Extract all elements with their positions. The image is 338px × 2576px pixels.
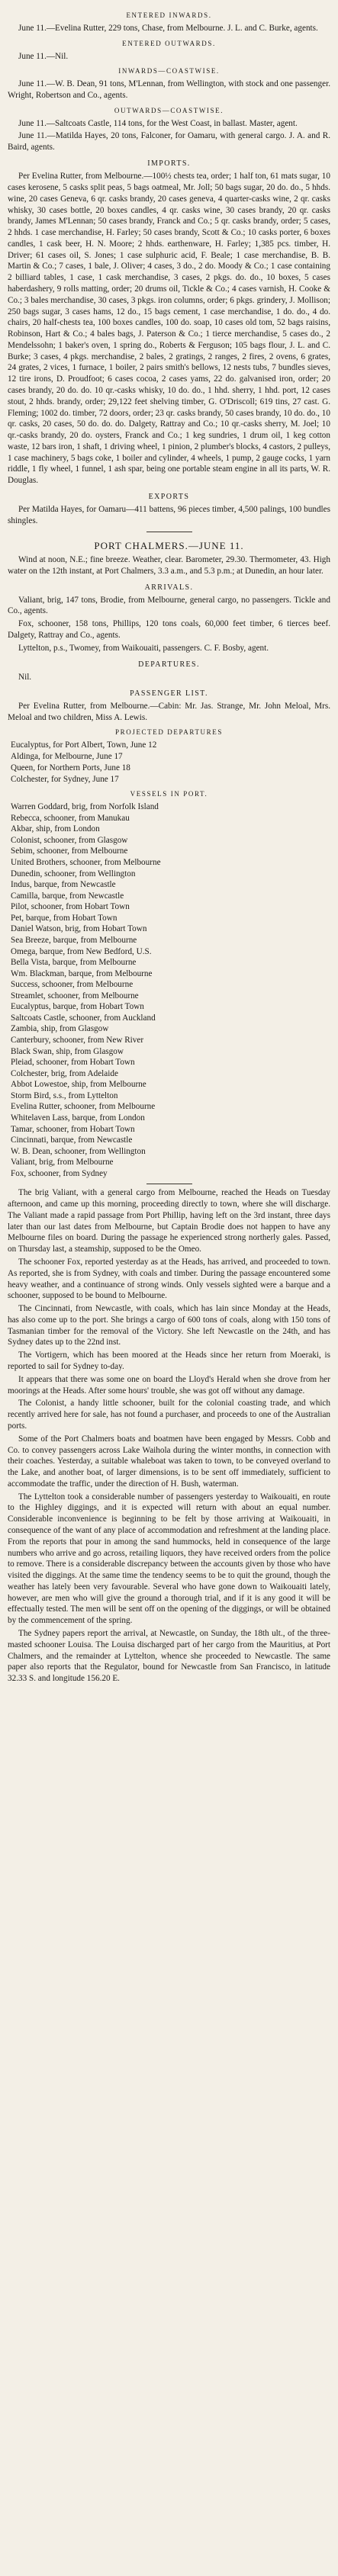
projected-departure-item: Eucalyptus, for Port Albert, Town, June 12: [11, 740, 157, 750]
entered-inwards-heading: ENTERED INWARDS.: [126, 11, 212, 19]
entered-outwards-entry: June 11.—Nil.: [18, 51, 69, 61]
vessels-in-port-section: [8, 790, 330, 1179]
vessel-item: Valiant, brig, from Melbourne: [11, 1158, 114, 1168]
vessel-item: Tamar, schooner, from Hobart Town: [11, 1124, 135, 1134]
outwards-coastwise-entry: June 11.—Matilda Hayes, 20 tons, Falconer, for Oamaru, with general cargo. J. A. and R. Baird, agents.: [8, 131, 330, 153]
projected-departures-heading: PROJECTED DEPARTURES: [115, 728, 223, 737]
vessel-item: Whitelaven Lass, barque, from London: [11, 1113, 145, 1123]
vessel-item: Sebim, schooner, from Melbourne: [11, 846, 128, 856]
vessel-item: Indus, barque, from Newcastle: [11, 880, 116, 890]
exports-paragraph: Per Matilda Hayes, for Oamaru—411 battens, 96 pieces timber, 4,500 palings, 100 bundles shingles.: [8, 505, 330, 525]
passenger-list-text: Per Evelina Rutter, from Melbourne.—Cabin: Mr. Jas. Strange, Mr. John Meloal, Mrs. Meloal and two children, Miss A. Lewis.: [8, 701, 330, 722]
port-chalmers-section: [8, 539, 330, 683]
arrivals-heading: ARRIVALS.: [144, 583, 194, 592]
arrival-entry: Fox, schooner, 158 tons, Phillips, 120 tons coals, 60,000 feet timber, 6 tierces beef. Dalgety, Rattray and Co., agents.: [8, 619, 330, 641]
news-paragraph: The Sydney papers report the arrival, at Newcastle, on Sunday, the 18th ult., of the three-masted schooner Louisa. The Louisa discharged part of her cargo from the Mauritius, at Port Chalmers, and the remainder at Lyttelton, whence she proceeded to Newcastle. The same paper also reports that the Regulator, bound for Newcastle from San Francisco, in latitude 32.33 S. and longitude 156.20 E.: [8, 1629, 330, 1684]
vessel-item: Streamlet, schooner, from Melbourne: [11, 991, 139, 1001]
vessel-item: Saltcoats Castle, schooner, from Auckland: [11, 1013, 156, 1023]
outwards-coastwise-section: [8, 107, 330, 153]
exports-heading: EXPORTS: [148, 493, 190, 502]
vessel-item: Warren Goddard, brig, from Norfolk Island: [11, 802, 159, 812]
news-paragraph: The brig Valiant, with a general cargo from Melbourne, reached the Heads on Tuesday afternoon, and came up this morning, proceeding directly to town, where she will discharge. The Valiant made a rapid passage from Port Phillip, having left on the 3rd instant, three days later than our last dates from Melbourne, but Captain Brodie does not happen to have any Melbourne files on board. During the passage he experienced strong northerly gales. Passed, on Thursday last, a steamship, supposed to be the Omeo.: [8, 1188, 330, 1254]
inwards-coastwise-entry: June 11.—W. B. Dean, 91 tons, M'Lennan, from Wellington, with stock and one passenger. Wright, Robertson and Co., agents.: [8, 79, 330, 100]
entered-outwards-heading: ENTERED OUTWARDS.: [122, 39, 216, 47]
vessel-item: Black Swan, ship, from Glasgow: [11, 1046, 124, 1056]
passenger-list-section: [8, 689, 330, 724]
vessel-item: Pet, barque, from Hobart Town: [11, 913, 117, 923]
vessel-item: Success, schooner, from Melbourne: [11, 980, 134, 990]
vessel-item: Camilla, barque, from Newcastle: [11, 891, 124, 901]
projected-departure-item: Queen, for Northern Ports, June 18: [11, 763, 130, 772]
projected-departure-item: Colchester, for Sydney, June 17: [11, 774, 119, 784]
outwards-coastwise-entry: June 11.—Saltcoats Castle, 114 tons, for the West Coast, in ballast. Master, agent.: [18, 118, 298, 128]
imports-heading: IMPORTS.: [147, 159, 191, 168]
vessel-item: Omega, barque, from New Bedford, U.S.: [11, 946, 152, 956]
news-paragraph: The schooner Fox, reported yesterday as at the Heads, has arrived, and proceeded to town. As reported, she is from Sydney, with coals and timber. During the passage encountered some heavy weather, and a continuance of strong winds. Only vessels sighted were a barque and a schooner, supposed to be bound to Melbourne.: [8, 1257, 330, 1301]
weather-report: Wind at noon, N.E.; fine breeze. Weather, clear. Barometer, 29.30. Thermometer, 43. High water on the 12th instant, at Port Chalmers, 3.3 a.m., and 5.3 p.m.; at Dunedin, an hour later.: [8, 554, 330, 576]
inwards-coastwise-heading: INWARDS—COASTWISE.: [118, 67, 220, 75]
news-paragraph: The Lyttelton took a considerable number of passengers yesterday to Waikouaiti, en route to the Highley diggings, and it is expected will return with about an equal number. Considerable inconvenience is beginning to be felt by those arriving at Waikouaiti, in consequence of the want of any place of accommodation and refreshment at the landing place. From the reports that pour in among the sand hummocks, held in consequence of the large numbers who arrive and go across, retailing liquors, they have received orders from the police to remove. There is a considerable discrepancy between the accounts given by those who have visited the diggings. At the same time the tendency seems to be to quit the ground, though the weather has lately been very favourable. Several who have gone down to Waikouaiti lately, however, are men who will give the ground a thorough trial, and if it is any good it will be effectually tested. The men will be sent off on the opening of the diggings, or will be obtained by the commencement of the spring.: [8, 1492, 330, 1626]
projected-departure-item: Aldinga, for Melbourne, June 17: [11, 751, 123, 761]
news-paragraph: The Vortigern, which has been moored at the Heads since her return from Moeraki, is reported to sail for Sydney to-day.: [8, 1351, 330, 1372]
vessel-item: W. B. Dean, schooner, from Wellington: [11, 1146, 146, 1156]
outwards-coastwise-heading: OUTWARDS—COASTWISE.: [114, 106, 224, 114]
vessel-item: Wm. Blackman, barque, from Melbourne: [11, 968, 153, 978]
vessel-item: Akbar, ship, from London: [11, 824, 100, 834]
news-paragraph: The Colonist, a handy little schooner, built for the colonial coasting trade, and which recently arrived here for sale, has not found a purchaser, and proceeds to one of the Australian ports.: [8, 1399, 330, 1431]
vessel-item: Bella Vista, barque, from Melbourne: [11, 958, 137, 968]
entered-inwards-entry: June 11.—Evelina Rutter, 229 tons, Chase, from Melbourne. J. L. and C. Burke, agents.: [18, 23, 318, 33]
vessel-item: Colchester, brig, from Adelaide: [11, 1068, 118, 1078]
vessel-item: Pilot, schooner, from Hobart Town: [11, 902, 130, 912]
vessel-item: Storm Bird, s.s., from Lyttelton: [11, 1090, 118, 1100]
vessel-item: Fox, schooner, from Sydney: [11, 1168, 108, 1178]
inwards-coastwise-section: [8, 67, 330, 101]
departures-heading: DEPARTURES.: [138, 660, 200, 669]
imports-section: [8, 159, 330, 487]
imports-paragraph: Per Evelina Rutter, from Melbourne.—100½ chests tea, order; 1 half ton, 61 mats sugar, 10 cases kerosene, 5 casks split peas, 5 bags oatmeal, Mr. Joll; 50 bags sugar, 20 do. do., 5 hhds. wine, 20 cases Geneva, 6 qr. casks brandy, 20 cases geneva, 4 quarter-casks wine, 2 qr. casks whisky, 30 cases bottle, 20 boxes candles, 4 qr. casks wine, 30 cases brandy, 20 qr. casks brandy, James M'Lennan; 50 cases brandy, Franck and Co.; 5 qr. casks brandy, order; 5 cases, 2 hhds. 1 case merchandise, H. Farley; 50 cases brandy, Scott & Co.; 10 casks porter, 6 boxes candles, 1 cask beer, H. N. Moore; 2 hhds. earthenware, H. Farley; 1,385 pcs. timber, H. Driver; 61 cases oil, S. Jones; 1 case sulphuric acid, F. Beale; 1 case merchandise, B. B. Martin & Co.; 7 cases, 1 bale, J. Oliver; 4 cases, 3 do., 2 do. Moody & Co.; 1 case containing 2 billiard tables, 1 case, 1 cask merchandise, 3 cases, 2 pkgs. do. do., 10 boxes, 5 cases haberdashery, 9 rolls matting, order; 20 drums oil, Tickle & Co.; 4 cases varnish, H. Cooke & Co.; 3 bales merchandise, 30 cases, 3 pkgs. iron columns, order; 6 pkgs. grindery, J. Mollison; 250 bags sugar, 3 cases hams, 12 do., 15 bags cement, 1 case merchandise, 1 do. do., 4 do. chairs, 20 half-chests tea, 100 boxes candles, 100 do. soap, 10 cases old tom, 52 bags raisins, Robinson, Hart & Co.; 4 bales bags, J. Paterson & Co.; 1 tierce merchandise, 5 cases do., 2 Mendelssohn; 1 baker's oven, 1 spring do., Roberts & Ferguson; 105 bags flour, J. L. and C. Burke; 3 cases, 4 pkgs. merchandise, 2 bales, 2 gratings, 2 ranges, 2 fires, 2 ovens, 6 grates, 24 grates, 2 vices, 1 furnace, 1 boiler, 2 pairs smith's bellows, 12 nests tubs, 7 bundles sieves, 12 tire irons, D. Proudfoot; 6 cases cocoa, 2 cases yams, 22 do. galvanised iron, order; 20 cases brandy, 20 do. do. 10 qr.-casks whisky, 10 do. do., 1 hhd. sherry, 1 hhd. port, 12 cases stout, 2 hhds. brandy, order; 29,122 feet shelving timber, G. O'Driscoll; 619 tins, 27 cast. G. Fleming; 1002 do. timber, 72 doors, order; 23 qr. casks brandy, 50 cases brandy, 10 do. do., 10 qr. casks, 20 cases, 50 do. do. do. Dalgety, Rattray and Co.; 10 qr.-casks sherry, M. Joel; 10 qr.-casks brandy, 20 do. oysters, Franck and Co.; 1 keg sundries, 1 drum oil, 1 keg cotton waste, 12 bars iron, 1 shaft, 1 driving wheel, 1 pinion, 2 plumber's blocks, 4 castors, 2 pulleys, 1 case machinery, 5 bags coke, 1 boiler and cylinder, 4 wheels, 1 pump, 2 gauge cocks, 1 yarn riddle, 1 fly wheel, 1 funnel, 1 ash spar, being one portable steam engine in all its parts, W. R. Douglas.: [8, 172, 330, 486]
vessels-in-port-heading: VESSELS IN PORT.: [130, 790, 208, 798]
vessel-item: Colonist, schooner, from Glasgow: [11, 835, 128, 845]
entered-outwards-section: [8, 40, 330, 63]
vessel-item: Dunedin, schooner, from Wellington: [11, 869, 136, 878]
vessel-item: Daniel Watson, brig, from Hobart Town: [11, 924, 147, 934]
arrival-entry: Valiant, brig, 147 tons, Brodie, from Melbourne, general cargo, no passengers. Tickle and Co., agents.: [8, 595, 330, 616]
port-chalmers-title: PORT CHALMERS.—JUNE 11.: [94, 539, 244, 551]
departure-entry: Nil.: [18, 672, 32, 682]
shipping-news-section: [8, 1187, 330, 1685]
entered-inwards-section: [8, 11, 330, 34]
news-paragraph: It appears that there was some one on board the Lloyd's Herald when she drove from her moorings at the Heads. After some hours' trouble, she was got off without any damage.: [8, 1374, 330, 1396]
vessel-item: Eucalyptus, barque, from Hobart Town: [11, 1002, 144, 1012]
exports-section: [8, 492, 330, 527]
news-paragraph: Some of the Port Chalmers boats and boatmen have been engaged by Messrs. Cobb and Co. to convey passengers across Lake Waihola during the winter months, in connection with their coaches. Yesterday, a suitable whaleboat was taken to town, to be conveyed overland to the Lake, and another boat, of larger dimensions, is to be sent off immediately, sufficient to accommodate the traffic, under the direction of H. Bush, waterman.: [8, 1434, 330, 1489]
vessel-item: Evelina Rutter, schooner, from Melbourne: [11, 1102, 156, 1112]
vessel-item: Cincinnati, barque, from Newcastle: [11, 1135, 133, 1145]
vessel-item: Abbot Lowestoe, ship, from Melbourne: [11, 1080, 146, 1090]
news-paragraph: The Cincinnati, from Newcastle, with coals, which has lain since Monday at the Heads, has also come up to the port. She brings a cargo of 600 tons of coals, along with 150 tons of Tasmanian timber for the removal of the Victory. She left Newcastle on the 24th, and has Sydney dates up to the 22nd inst.: [8, 1304, 330, 1347]
vessel-item: Rebecca, schooner, from Manukau: [11, 813, 130, 823]
vessel-item: Zambia, ship, from Glasgow: [11, 1024, 109, 1034]
vessel-item: United Brothers, schooner, from Melbourne: [11, 858, 161, 867]
projected-departures-section: [8, 728, 330, 785]
vessel-item: Pleiad, schooner, from Hobart Town: [11, 1058, 135, 1068]
vessel-item: Sea Breeze, barque, from Melbourne: [11, 935, 137, 945]
vessel-item: Canterbury, schooner, from New River: [11, 1036, 144, 1045]
arrival-entry: Lyttelton, p.s., Twomey, from Waikouaiti, passengers. C. F. Bosby, agent.: [18, 643, 269, 653]
passenger-list-heading: PASSENGER LIST.: [130, 689, 208, 698]
